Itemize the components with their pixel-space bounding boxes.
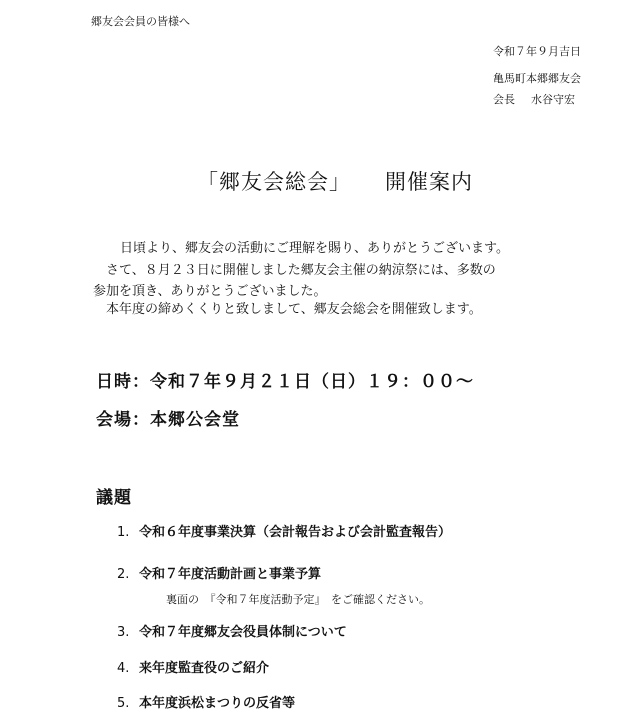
- issue-date: 令和７年９月吉日: [493, 45, 581, 58]
- agenda-item: [117, 521, 451, 540]
- agenda-item-text: 令和７年度郷友会役員体制について: [139, 625, 347, 640]
- addressee: 郷友会会員の皆様へ: [91, 15, 190, 28]
- body-paragraph-4: 本年度の締めくくりと致しまして、郷友会総会を開催致します。: [106, 302, 482, 317]
- agenda-item-number: 5.: [117, 696, 130, 711]
- title-event: 「郷友会総会」: [197, 170, 351, 194]
- agenda-heading: 議題: [96, 488, 132, 508]
- agenda-item-number: 2.: [117, 567, 130, 582]
- agenda-item-note: 裏面の 『令和７年度活動予定』 をご確認ください。: [166, 593, 430, 606]
- body-paragraph-1: 日頃より、郷友会の活動にご理解を賜り、ありがとうございます。: [120, 241, 509, 256]
- agenda-item-text: 来年度監査役のご紹介: [139, 661, 270, 676]
- agenda-item-number: 1.: [117, 525, 130, 540]
- president-name: 水谷守宏: [531, 93, 575, 106]
- body-paragraph-2: さて、８月２３日に開催しました郷友会主催の納涼祭には、多数の: [106, 263, 496, 278]
- agenda-item: [117, 563, 321, 582]
- agenda-item: [117, 657, 269, 676]
- body-paragraph-3: 参加を頂き、ありがとうございました。: [93, 284, 327, 299]
- agenda-item-text: 本年度浜松まつりの反省等: [139, 696, 296, 711]
- president-title: 会長: [493, 93, 515, 106]
- title-label: 開催案内: [385, 170, 473, 194]
- agenda-item: [117, 621, 347, 640]
- agenda-item-text: 令和６年度事業決算（会計報告および会計監査報告）: [139, 525, 452, 540]
- organization-name: 亀馬町本郷郷友会: [493, 72, 581, 85]
- agenda-item-number: 4.: [117, 661, 130, 676]
- president-signature: [493, 91, 575, 107]
- agenda-item: [117, 692, 295, 711]
- page-title: [197, 166, 473, 196]
- agenda-item-text: 令和７年度活動計画と事業予算: [139, 567, 322, 582]
- event-venue: 会場：本郷公会堂: [96, 410, 240, 430]
- event-datetime: 日時：令和７年９月２１日（日）１９：００～: [96, 372, 474, 392]
- agenda-item-number: 3.: [117, 625, 130, 640]
